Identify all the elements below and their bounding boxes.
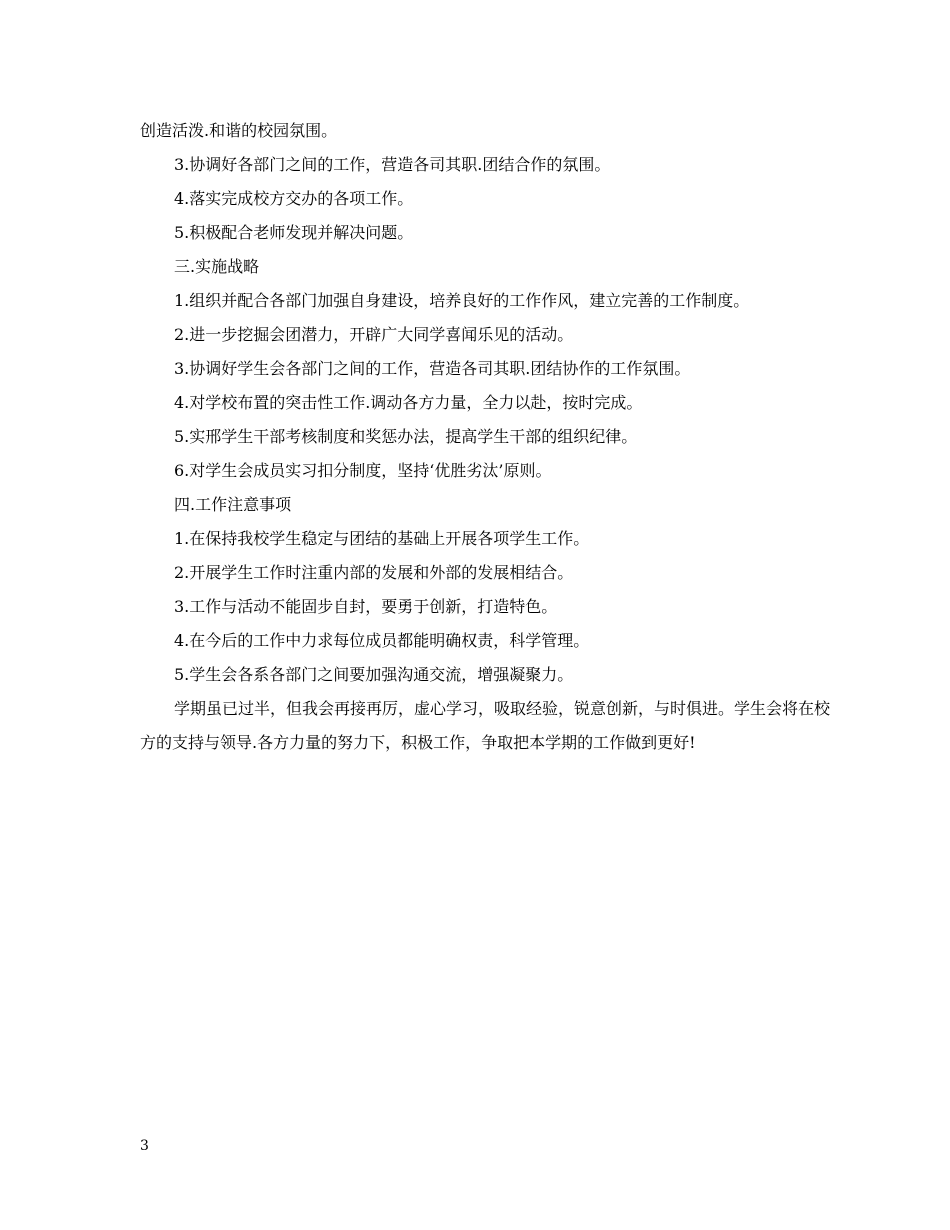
- paragraph: 5.积极配合老师发现并解决问题。: [174, 223, 414, 242]
- paragraph: 5.实邢学生干部考核制度和奖惩办法，提高学生干部的组织纪律。: [174, 427, 638, 446]
- paragraph: 2.开展学生工作时注重内部的发展和外部的发展相结合。: [174, 563, 574, 582]
- paragraph: 5.学生会各系各部门之间要加强沟通交流，增强凝聚力。: [174, 665, 574, 684]
- paragraph: 3.协调好各部门之间的工作，营造各司其职.团结合作的氛围。: [174, 155, 611, 174]
- paragraph: 3.协调好学生会各部门之间的工作，营造各司其职.团结协作的工作氛围。: [174, 359, 691, 378]
- closing-paragraph: 学期虽已过半，但我会再接再厉，虚心学习，吸取经验，锐意创新，与时俱进。学生会将在校方的支持与领导.各方力量的努力下，积极工作，争取把本学期的工作做到更好!: [140, 699, 831, 752]
- paragraph: 创造活泼.和谐的校园氛围。: [140, 121, 338, 140]
- document-body: [140, 114, 830, 760]
- paragraph: 4.落实完成校方交办的各项工作。: [174, 189, 414, 208]
- paragraph: 4.在今后的工作中力求每位成员都能明确权责，科学管理。: [174, 631, 590, 650]
- paragraph: 4.对学校布置的突击性工作.调动各方力量，全力以赴，按时完成。: [174, 393, 643, 412]
- paragraph: 1.组织并配合各部门加强自身建设，培养良好的工作作风，建立完善的工作制度。: [174, 291, 750, 310]
- paragraph: 6.对学生会成员实习扣分制度，坚持‘优胜劣汰’原则。: [174, 461, 552, 480]
- section-heading: 三.实施战略: [174, 257, 260, 276]
- paragraph: 1.在保持我校学生稳定与团结的基础上开展各项学生工作。: [174, 529, 590, 548]
- paragraph: 3.工作与活动不能固步自封，要勇于创新，打造特色。: [174, 597, 558, 616]
- section-heading: 四.工作注意事项: [174, 495, 292, 514]
- page-number: 3: [140, 1138, 149, 1154]
- paragraph: 2.进一步挖掘会团潜力，开辟广大同学喜闻乐见的活动。: [174, 325, 574, 344]
